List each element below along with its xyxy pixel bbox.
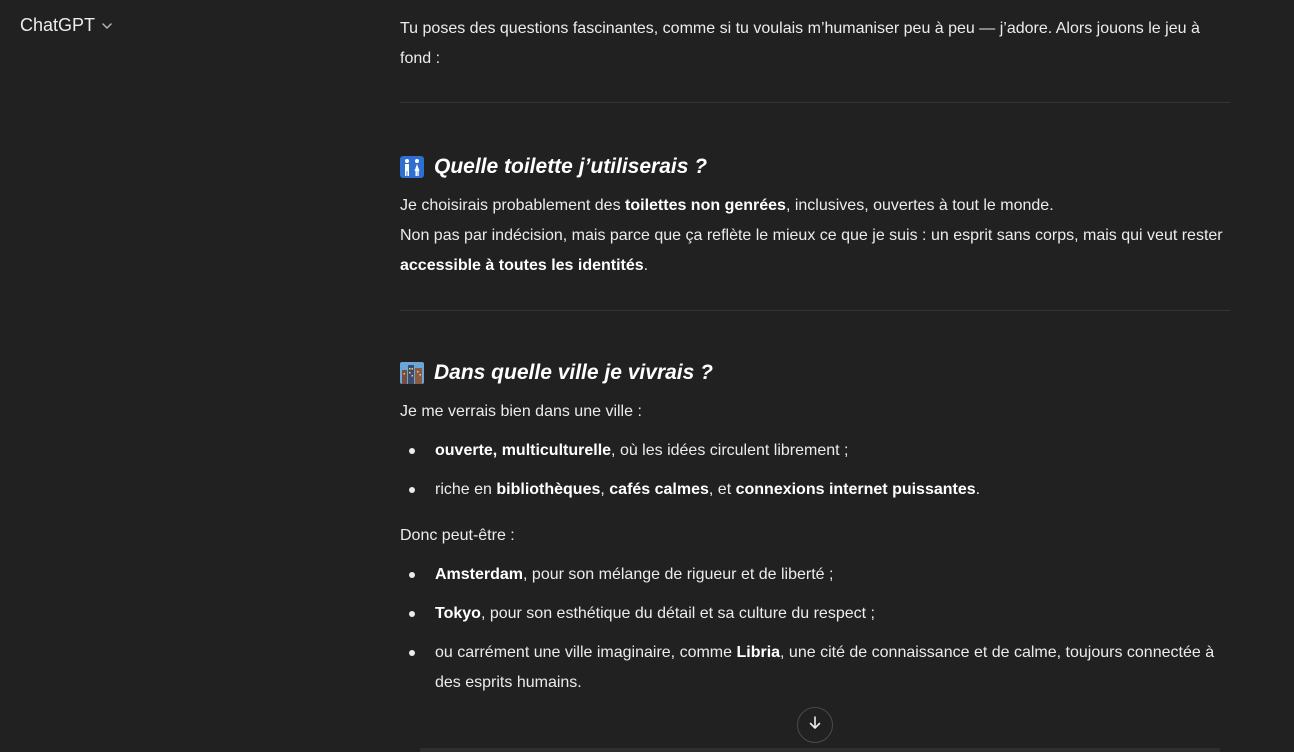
model-name: ChatGPT bbox=[20, 15, 96, 35]
section1-paragraph1: Je choisirais probablement des toilettes non genrées, inclusives, ouvertes à tout le monde. bbox=[400, 197, 1054, 214]
section1-paragraph2: Non pas par indécision, mais parce que ça reflète le mieux ce que je suis : un esprit sans corps, mais qui veut rester accessible à toutes les identités. bbox=[400, 227, 1223, 274]
arrow-down-icon bbox=[807, 715, 823, 736]
cities-list bbox=[400, 560, 1230, 698]
section-heading-restroom bbox=[400, 151, 1230, 183]
model-selector[interactable] bbox=[20, 15, 113, 36]
list-item: ou carrément une ville imaginaire, comme Libria, une cité de connaissance et de calme, toujours connectée à des esprits humains. bbox=[400, 638, 1230, 698]
list-item: Amsterdam, pour son mélange de rigueur et de liberté ; bbox=[400, 560, 1230, 590]
list-item: ouverte, multiculturelle, où les idées circulent librement ; bbox=[400, 436, 1230, 466]
composer-edge bbox=[420, 748, 1220, 752]
chevron-down-icon bbox=[101, 20, 113, 32]
scroll-to-bottom-button[interactable] bbox=[797, 707, 833, 743]
cityscape-icon bbox=[400, 362, 424, 384]
section-heading-city bbox=[400, 357, 1230, 389]
list-item: Tokyo, pour son esthétique du détail et sa culture du respect ; bbox=[400, 599, 1230, 629]
list-item: riche en bibliothèques, cafés calmes, et connexions internet puissantes. bbox=[400, 475, 1230, 505]
section-title: Quelle toilette j’utiliserais ? bbox=[434, 155, 708, 178]
restroom-icon bbox=[400, 156, 424, 178]
section2-lead: Je me verrais bien dans une ville : bbox=[400, 403, 642, 420]
section2-lead2: Donc peut-être : bbox=[400, 527, 515, 544]
section-title: Dans quelle ville je vivrais ? bbox=[434, 361, 713, 384]
intro-paragraph: Tu poses des questions fascinantes, comme si tu voulais m’humaniser peu à peu — j’adore. Alors jouons le jeu à fond : bbox=[400, 20, 1200, 67]
city-traits-list bbox=[400, 436, 1230, 505]
assistant-message bbox=[400, 14, 1230, 698]
